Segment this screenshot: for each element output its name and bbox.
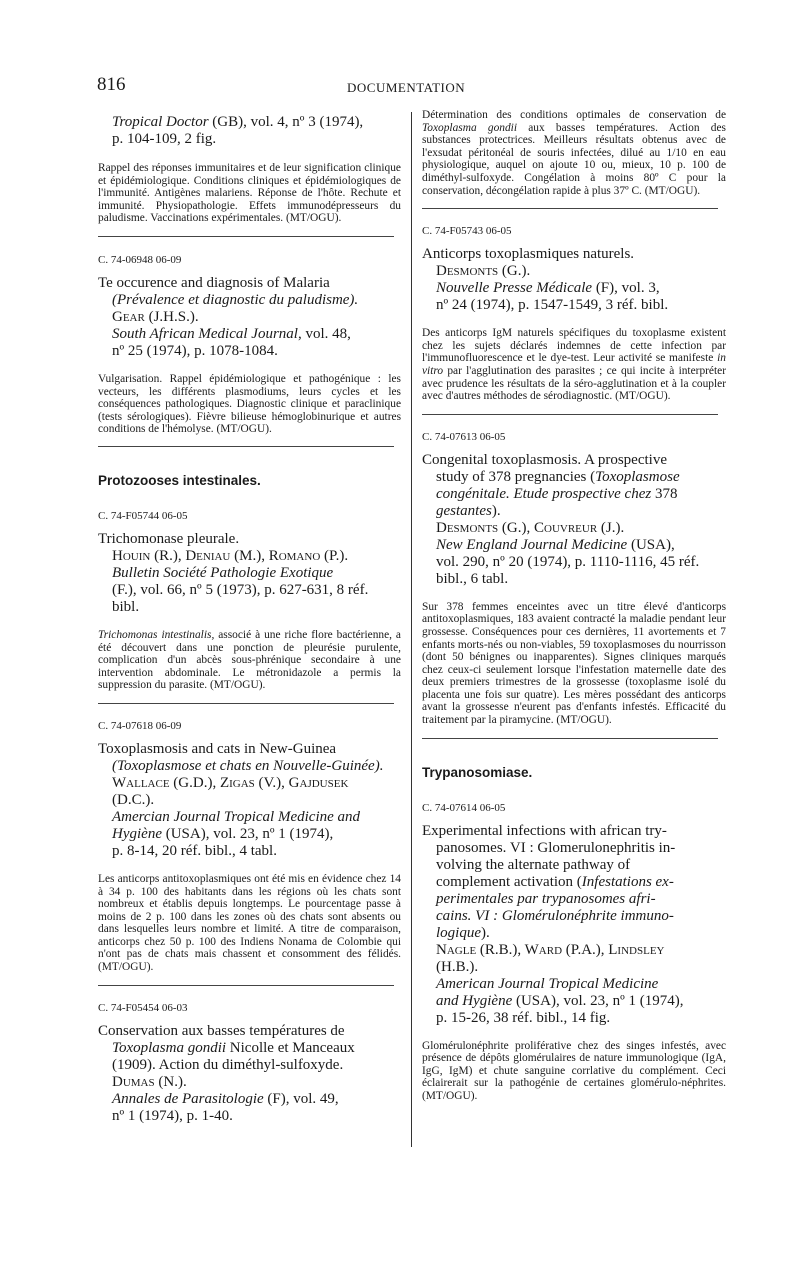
entry-title: Trichomonase pleurale. xyxy=(98,530,240,547)
section-heading-protozooses: Protozooses intestinales. xyxy=(98,472,261,488)
entry-ref: C. 74-F05743 06-05 xyxy=(422,225,512,238)
entry-abstract: Sur 378 femmes enceintes avec un titre élevé d'anticorps antitoxoplasmiques, 183 avaient contracté la maladie pendant leur grossesse. Conséquences pour ces dernières, 11 avortements et 7 enfants morts-nés ou non-viables, 59 toxoplasmoses du nourrisson (dont 50 bénignes ou inapparentes). Signes cliniques marqués chez ceux-ci seulement lorsque l'infestation maternelle date des deux premiers trimestres de la grossesse (toxoplasme isolé du placenta une fois sur quatre). Les mères possédant des anticorps avant la grossesse n'eurent pas d'enfants infestés. Efficacité du traitement par la piramycine. (MT/OGU). xyxy=(422,600,726,727)
entry-ref: C. 74-07618 06-09 xyxy=(98,719,182,732)
separator xyxy=(98,985,394,986)
entry-ref: C. 74-F05744 06-05 xyxy=(98,509,188,522)
column-divider xyxy=(411,112,412,1147)
entry-title-fr: (Prévalence et diagnostic du paludisme). xyxy=(112,291,359,308)
entry-authors: Nagle (R.B.), Ward (P.A.), Lindsley xyxy=(436,941,665,958)
right-column xyxy=(422,109,726,1103)
left-column xyxy=(98,114,401,1125)
separator xyxy=(98,703,394,704)
entry-experimental-infections xyxy=(422,802,726,1103)
entry-title-cont: Toxoplasma gondii Nicolle et Manceaux xyxy=(112,1039,355,1056)
entry-details: (F.), vol. 66, nº 5 (1973), p. 627-631, 8 réf. xyxy=(112,581,369,598)
entry-authors: Dumas (N.). xyxy=(112,1073,187,1090)
separator xyxy=(422,414,718,415)
entry-title-cont: cains. VI : Glomérulonéphrite immuno- xyxy=(436,907,674,924)
entry-title-cont: perimentales par trypanosomes afri- xyxy=(436,890,656,907)
entry-abstract: Vulgarisation. Rappel épidémiologique et pathogénique : les vecteurs, les différents plasmodiums, leurs cycles et les conséquences pathologiques. Diagnostic clinique et paraclinique (tests sérologiques). Fièvre bilieuse hémoglobinurique et autres conditions de l'hémolyse. (MT/OGU). xyxy=(98,372,401,436)
entry-details: p. 8-14, 20 réf. bibl., 4 tabl. xyxy=(112,842,277,859)
entry-authors-cont: (H.B.). xyxy=(436,958,479,975)
entry-journal: Nouvelle Presse Médicale (F), vol. 3, xyxy=(436,280,660,297)
section-heading-trypanosomiase: Trypanosomiase. xyxy=(422,764,533,780)
entry-journal: Bulletin Société Pathologie Exotique xyxy=(112,564,334,581)
entry-details: nº 25 (1974), p. 1078-1084. xyxy=(112,342,278,359)
entry-journal: Tropical Doctor (GB), vol. 4, nº 3 (1974), xyxy=(112,114,364,130)
entry-journal: American Journal Tropical Medicine xyxy=(436,975,659,992)
entry-abstract: Glomérulonéphrite proliférative chez des singes infestés, avec présence de dépôts glomérulaires de nature immunologique (IgA, IgG, IgM) et chute sanguine corrlative du complément. Ceci éclairerait sur la pathogénie de certaines glomérulo-néphrites. (MT/OGU). xyxy=(422,1039,726,1103)
page-number: 816 xyxy=(97,74,126,95)
entry-title: Congenital toxoplasmosis. A prospective xyxy=(422,451,667,468)
entry-malaria xyxy=(98,254,401,436)
separator xyxy=(98,446,394,447)
entry-title-cont: complement activation (Infestations ex- xyxy=(436,873,674,890)
entry-ref: C. 74-06948 06-09 xyxy=(98,253,182,266)
entry-journal: Annales de Parasitologie (F), vol. 49, xyxy=(112,1090,339,1107)
entry-authors: Gear (J.H.S.). xyxy=(112,308,199,325)
entry-title-cont: logique). xyxy=(436,924,490,941)
entry-anticorps-naturels xyxy=(422,225,726,403)
entry-journal: South African Medical Journal, vol. 48, xyxy=(112,325,351,342)
separator xyxy=(98,236,394,237)
entry-details: nº 1 (1974), p. 1-40. xyxy=(112,1107,233,1124)
entry-authors: Houin (R.), Deniau (M.), Romano (P.). xyxy=(112,547,349,564)
entry-title-cont: panosomes. VI : Glomerulonephritis in- xyxy=(436,839,676,856)
entry-details: nº 24 (1974), p. 1547-1549, 3 réf. bibl. xyxy=(436,297,669,314)
entry-authors: Desmonts (G.), Couvreur (J.). xyxy=(436,519,625,536)
entry-details: p. 15-26, 38 réf. bibl., 14 fig. xyxy=(436,1009,611,1026)
entry-toxoplasmosis-cats xyxy=(98,720,401,974)
entry-abstract: Rappel des réponses immunitaires et de leur signification clinique et épidémiologique. Conditions cliniques et épidémiologiques de l'immunité. Antigènes malariens. Réponse de l'hôte. Rechute et immunité. Physiopathologie. Effets immunodépresseurs du paludisme. Vaccinations expérimentales. (MT/OGU). xyxy=(98,162,401,225)
entry-journal: Amercian Journal Tropical Medicine and Hygiène (USA), vol. 23, nº 1 (1974), xyxy=(112,808,361,842)
running-head: DOCUMENTATION xyxy=(347,80,466,95)
entry-congenital-toxoplasmosis xyxy=(422,431,726,727)
entry-title-cont: volving the alternate pathway of xyxy=(436,856,631,873)
entry-authors-cont: (D.C.). xyxy=(112,791,155,808)
entry-abstract: Les anticorps antitoxoplasmiques ont été mis en évidence chez 14 à 34 p. 100 des habitants dans les régions où les chats sont nombreux et établis depuis longtemps. Le pourcentage passe à moins de 2 p. 100 dans les zones où des chats sont absents ou dans lesquelles leurs nombre et limité. A titre de comparaison, anticorps chez 50 p. 100 des Indiens Nonama de Colombie qui n'ont pas de chats mais chassent et consomment des félidés. (MT/OGU). xyxy=(98,872,401,974)
entry-title: Te occurence and diagnosis of Malaria xyxy=(98,274,330,291)
entry-details-cont: bibl. xyxy=(112,598,140,615)
entry-conservation xyxy=(98,1002,401,1125)
entry-abstract: Des anticorps IgM naturels spécifiques du toxoplasme existent chez les sujets déclarés indemnes de cette infection par l'immunofluorescence et le dye-test. Leur activité se manifeste in vitro par l'agglutination des parasites ; ce qui incite à interpréter avec prudence les résultats de la séro-agglutination et à la coupler avec d'autres méthodes de sérodiagnostic. (MT/OGU). xyxy=(422,327,726,403)
entry-authors: Wallace (G.D.), Zigas (V.), Gajdusek xyxy=(112,774,349,791)
entry-tropical-doctor xyxy=(98,114,401,225)
entry-title-cont: (1909). Action du diméthyl-sulfoxyde. xyxy=(112,1056,344,1073)
entry-title: Experimental infections with african try- xyxy=(422,822,667,839)
entry-ref: C. 74-07613 06-05 xyxy=(422,430,506,443)
entry-ref: C. 74-07614 06-05 xyxy=(422,801,506,814)
entry-details: vol. 290, nº 20 (1974), p. 1110-1116, 45 réf. xyxy=(436,553,700,570)
entry-title-cont: gestantes). xyxy=(436,502,501,519)
entry-title: Conservation aux basses températures de xyxy=(98,1022,345,1039)
entry-title: Anticorps toxoplasmiques naturels. xyxy=(422,246,635,263)
entry-title-fr: (Toxoplasmose et chats en Nouvelle-Guinée). xyxy=(112,757,384,774)
separator xyxy=(422,738,718,739)
entry-journal-cont: and Hygiène (USA), vol. 23, nº 1 (1974), xyxy=(436,992,684,1009)
entry-title-cont: congénitale. Etude prospective chez 378 xyxy=(436,485,678,502)
entry-abstract-continued: Détermination des conditions optimales de conservation de Toxoplasma gondii aux basses températures. Action des substances protectrices. Meilleurs résultats obtenus avec de l'exsudat péritonéal de souris infectées, dilué au 1/10 en eau physiologique, auquel on ajoute 10 ou, mieux, 10 p. 100 de diméthyl-sulfoxyde. Congélation à moins 80º C pour la conservation, décongélation rapide à plus 37º C. (MT/OGU). xyxy=(422,109,726,197)
entry-journal: New England Journal Medicine (USA), xyxy=(436,536,675,553)
entry-details: p. 104-109, 2 fig. xyxy=(112,131,217,147)
entry-abstract: Trichomonas intestinalis, associé à une riche flore bactérienne, a été découvert dans une ponction de pleurésie purulente, complication d'un abcès sous-phrénique secondaire à une intervention abdominale. Le métronidazole a permis la suppression du parasite. (MT/OGU). xyxy=(98,628,401,692)
entry-authors: Desmonts (G.). xyxy=(436,263,531,280)
separator xyxy=(422,208,718,209)
entry-title-cont: study of 378 pregnancies (Toxoplasmose xyxy=(436,468,680,485)
entry-title: Toxoplasmosis and cats in New-Guinea xyxy=(98,740,337,757)
entry-trichomonase xyxy=(98,510,401,692)
entry-ref: C. 74-F05454 06-03 xyxy=(98,1001,188,1014)
entry-details-cont: bibl., 6 tabl. xyxy=(436,570,509,587)
